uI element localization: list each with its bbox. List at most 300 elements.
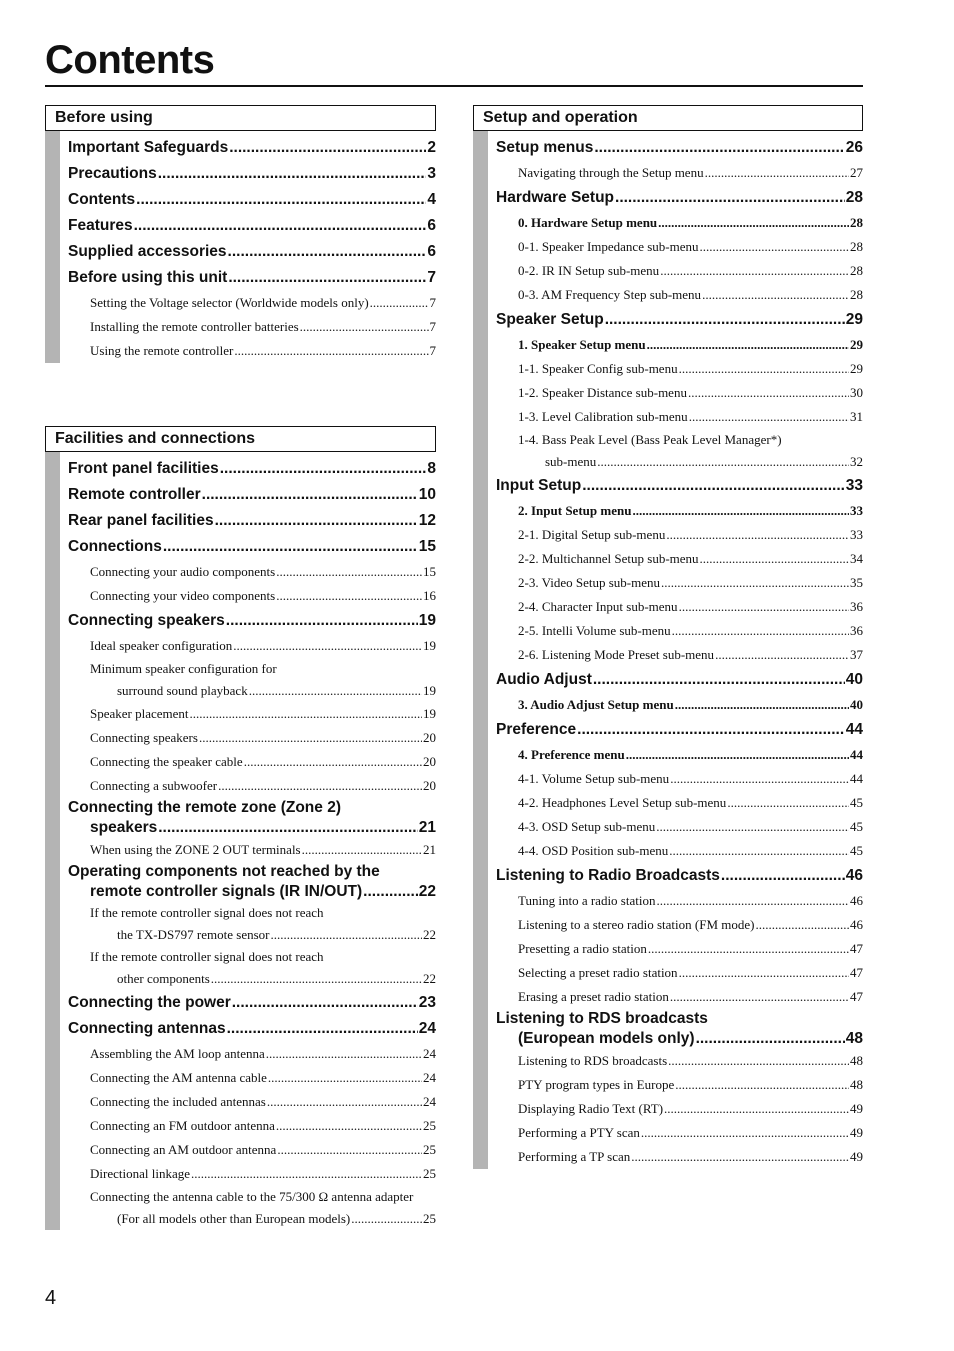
toc-entry[interactable] [68, 798, 436, 818]
toc-entry-label: Listening to a stereo radio station (FM mode) [518, 917, 755, 932]
toc-entry[interactable] [496, 791, 863, 815]
toc-entry[interactable] [496, 863, 863, 889]
dot-leader [721, 863, 845, 889]
toc-entry[interactable] [68, 882, 436, 902]
toc-entry-label: 4-1. Volume Setup sub-menu [518, 771, 670, 786]
toc-entry-page: 7 [429, 319, 436, 334]
toc-entry[interactable] [496, 889, 863, 913]
toc-entry-label: Ideal speaker configuration [90, 638, 233, 653]
toc-entry-page: 49 [850, 1149, 863, 1164]
toc-entry-page: 44 [850, 771, 863, 786]
toc-entry[interactable] [68, 750, 436, 774]
toc-entry-page: 24 [418, 1020, 436, 1037]
dot-leader [615, 185, 845, 211]
toc-entry[interactable] [496, 667, 863, 693]
toc-entry-label: Operating components not reached by the [68, 863, 380, 880]
toc-entry-page: 49 [850, 1125, 863, 1140]
toc-entry-label: 0. Hardware Setup menu [518, 215, 658, 230]
toc-entry-label: When using the ZONE 2 OUT terminals [90, 842, 301, 857]
toc-entry-page: 24 [423, 1070, 436, 1085]
dot-leader [679, 595, 849, 619]
toc-entry-label: Connecting your audio components [90, 564, 276, 579]
toc-entry[interactable] [68, 774, 436, 798]
toc-entry[interactable] [68, 1186, 436, 1208]
dot-leader [249, 680, 422, 702]
dot-leader [727, 791, 849, 815]
toc-entry-label: 0-3. AM Frequency Step sub-menu [518, 287, 702, 302]
toc-entry-label: Listening to RDS broadcasts [518, 1053, 668, 1068]
toc-entry-page: 36 [850, 623, 863, 638]
toc-entry-label: Speaker Setup [496, 311, 604, 328]
toc-entry[interactable] [68, 658, 436, 680]
toc-entry[interactable] [68, 1208, 436, 1230]
toc-entry[interactable] [68, 902, 436, 924]
toc-entry-page: 16 [423, 588, 436, 603]
toc-entry[interactable] [496, 571, 863, 595]
toc-entry-label: Setup menus [496, 139, 594, 156]
dot-leader [702, 283, 849, 307]
dot-leader [234, 339, 428, 363]
toc-entry-page: 28 [850, 239, 863, 254]
toc-entry-label: 4-4. OSD Position sub-menu [518, 843, 669, 858]
toc-entry[interactable] [68, 1042, 436, 1066]
toc-entry-page: 19 [423, 638, 436, 653]
dot-leader [268, 1066, 422, 1090]
toc-entry-page: 29 [850, 337, 863, 352]
toc-entry-label: Connecting the speaker cable [90, 754, 243, 769]
toc-entry[interactable] [68, 1016, 436, 1042]
toc-entry[interactable] [496, 211, 863, 235]
title-divider [45, 85, 863, 87]
dot-leader [302, 838, 422, 862]
toc-entry[interactable] [496, 1073, 863, 1097]
toc-entry[interactable] [496, 405, 863, 429]
toc-entry-label: 2-5. Intelli Volume sub-menu [518, 623, 671, 638]
section-header: Facilities and connections [45, 426, 436, 452]
dot-leader [158, 818, 418, 838]
toc-entry-page: 44 [850, 747, 863, 762]
toc-entry-page: 28 [850, 215, 863, 230]
section-before-using [45, 105, 436, 363]
toc-entry-label: Connecting the antenna cable to the 75/300 Ω antenna adapter [90, 1189, 414, 1204]
toc-entry[interactable] [496, 985, 863, 1009]
toc-entry-label: If the remote controller signal does not reach [90, 905, 324, 920]
toc-entry[interactable] [68, 1090, 436, 1114]
toc-entry-label: Assembling the AM loop antenna [90, 1046, 265, 1061]
toc-entry[interactable] [496, 815, 863, 839]
toc-entry-page: 24 [423, 1094, 436, 1109]
toc-entry-label: Installing the remote controller batteries [90, 319, 299, 334]
dot-leader [228, 239, 427, 265]
dot-leader [700, 235, 850, 259]
toc-entry-page: 44 [845, 721, 863, 738]
dot-leader [675, 1073, 849, 1097]
dot-leader [233, 634, 422, 658]
toc-entry[interactable] [496, 937, 863, 961]
toc-entry-page: 6 [427, 217, 436, 234]
toc-entry[interactable] [68, 135, 436, 161]
section-entries [45, 452, 436, 1230]
toc-entry-label: Selecting a preset radio station [518, 965, 678, 980]
dot-leader [266, 1042, 422, 1066]
toc-entry-page: 48 [850, 1053, 863, 1068]
toc-entry-label: 2-3. Video Setup sub-menu [518, 575, 660, 590]
dot-leader [370, 291, 429, 315]
section-entries [473, 131, 863, 1169]
toc-entry-page: 46 [850, 917, 863, 932]
toc-entry-label: Connecting the AM antenna cable [90, 1070, 267, 1085]
toc-entry-page: 34 [850, 551, 863, 566]
toc-entry[interactable] [68, 1066, 436, 1090]
toc-entry[interactable] [496, 259, 863, 283]
toc-entry-label: Features [68, 217, 133, 234]
dot-leader [679, 961, 849, 985]
toc-entry-page: 7 [429, 343, 436, 358]
toc-entry[interactable] [496, 499, 863, 523]
toc-entry-page: 19 [418, 612, 436, 629]
toc-entry-label: 1-3. Level Calibration sub-menu [518, 409, 688, 424]
toc-entry-label: Performing a TP scan [518, 1149, 631, 1164]
toc-entry-label: 1-4. Bass Peak Level (Bass Peak Level Manager*) [518, 432, 782, 447]
dot-leader [641, 1121, 849, 1145]
toc-entry-label: Contents [68, 191, 136, 208]
toc-entry-label: 1-1. Speaker Config sub-menu [518, 361, 678, 376]
toc-entry[interactable] [68, 482, 436, 508]
toc-entry-page: 47 [850, 941, 863, 956]
toc-entry[interactable] [68, 560, 436, 584]
dot-leader [670, 985, 849, 1009]
toc-entry-label: Presetting a radio station [518, 941, 647, 956]
toc-entry-label: Using the remote controller [90, 343, 234, 358]
toc-entry-page: 22 [423, 927, 436, 942]
dot-leader [679, 357, 849, 381]
dot-leader [688, 381, 849, 405]
toc-entry-label: 4-3. OSD Setup sub-menu [518, 819, 656, 834]
toc-entry[interactable] [496, 913, 863, 937]
toc-entry-label: Connecting antennas [68, 1020, 226, 1037]
dot-leader [647, 333, 849, 357]
dot-leader [199, 726, 422, 750]
dot-leader [582, 473, 845, 499]
toc-entry-label: Connecting speakers [68, 612, 225, 629]
dot-leader [227, 1016, 418, 1042]
dot-leader [270, 924, 422, 946]
toc-entry-label: 3. Audio Adjust Setup menu [518, 697, 674, 712]
toc-entry-label: speakers [90, 819, 158, 836]
toc-entry-label: 2. Input Setup menu [518, 503, 632, 518]
toc-entry[interactable] [68, 838, 436, 862]
section-facilities-and-connections [45, 426, 436, 1230]
toc-entry[interactable] [496, 333, 863, 357]
toc-entry-label: If the remote controller signal does not reach [90, 949, 324, 964]
toc-entry-page: 15 [423, 564, 436, 579]
toc-entry-page: 49 [850, 1101, 863, 1116]
dot-leader [228, 265, 426, 291]
toc-entry-page: 21 [423, 842, 436, 857]
dot-leader [211, 968, 422, 990]
toc-entry[interactable] [496, 523, 863, 547]
toc-entry-label: Input Setup [496, 477, 582, 494]
toc-entry-label: 1-2. Speaker Distance sub-menu [518, 385, 687, 400]
toc-entry[interactable] [68, 634, 436, 658]
toc-entry-page: 6 [427, 243, 436, 260]
toc-entry[interactable] [68, 726, 436, 750]
toc-entry-label: Listening to Radio Broadcasts [496, 867, 720, 884]
toc-entry-page: 32 [850, 454, 863, 469]
toc-entry[interactable] [68, 239, 436, 265]
dot-leader [163, 534, 418, 560]
toc-entry-page: 7 [427, 269, 436, 286]
toc-entry[interactable] [68, 187, 436, 213]
toc-entry[interactable] [68, 862, 436, 882]
toc-entry[interactable] [496, 693, 863, 717]
toc-entry-label: Navigating through the Setup menu [518, 165, 704, 180]
toc-entry-label: Precautions [68, 165, 157, 182]
toc-entry[interactable] [496, 717, 863, 743]
dot-leader [351, 1208, 422, 1230]
toc-entry-page: 45 [850, 819, 863, 834]
toc-entry[interactable] [496, 1009, 863, 1029]
toc-entry-page: 36 [850, 599, 863, 614]
toc-entry-page: 12 [418, 512, 436, 529]
toc-entry-page: 15 [418, 538, 436, 555]
toc-entry[interactable] [68, 680, 436, 702]
toc-entry[interactable] [68, 508, 436, 534]
toc-entry-page: 45 [850, 795, 863, 810]
toc-entry[interactable] [68, 534, 436, 560]
toc-entry-page: 31 [850, 409, 863, 424]
toc-entry[interactable] [496, 619, 863, 643]
toc-entry-page: 20 [423, 754, 436, 769]
dot-leader [648, 937, 849, 961]
page-title: Contents [45, 38, 215, 82]
dot-leader [656, 889, 849, 913]
dot-leader [277, 1138, 422, 1162]
toc-entry-label: Connecting an FM outdoor antenna [90, 1118, 275, 1133]
dot-leader [700, 547, 849, 571]
toc-entry-label: 1. Speaker Setup menu [518, 337, 646, 352]
toc-entry-label: Tuning into a radio station [518, 893, 656, 908]
toc-entry[interactable] [496, 1049, 863, 1073]
dot-leader [715, 643, 849, 667]
dot-leader [276, 560, 422, 584]
toc-entry[interactable] [496, 1121, 863, 1145]
toc-entry[interactable] [496, 595, 863, 619]
toc-entry-label: Connecting the included antennas [90, 1094, 266, 1109]
toc-entry-label: Listening to RDS broadcasts [496, 1010, 708, 1027]
toc-entry-page: 30 [850, 385, 863, 400]
toc-entry-label: Speaker placement [90, 706, 189, 721]
toc-entry[interactable] [68, 291, 436, 315]
toc-entry[interactable] [496, 185, 863, 211]
dot-leader [666, 523, 849, 547]
toc-entry[interactable] [496, 357, 863, 381]
dot-leader [597, 451, 849, 473]
toc-entry[interactable] [496, 381, 863, 405]
toc-entry[interactable] [68, 990, 436, 1016]
toc-entry-label: Preference [496, 721, 577, 738]
toc-entry-label: other components [117, 971, 210, 986]
toc-entry-page: 19 [423, 706, 436, 721]
toc-entry[interactable] [496, 643, 863, 667]
toc-entry-page: 22 [423, 971, 436, 986]
section-entries [45, 131, 436, 363]
toc-entry[interactable] [68, 161, 436, 187]
toc-entry[interactable] [68, 946, 436, 968]
toc-entry-label: remote controller signals (IR IN/OUT) [90, 883, 363, 900]
toc-entry-page: 33 [845, 477, 863, 494]
dot-leader [218, 774, 422, 798]
toc-entry[interactable] [68, 608, 436, 634]
dot-leader [669, 839, 849, 863]
toc-entry[interactable] [496, 547, 863, 571]
dot-leader [656, 815, 849, 839]
toc-entry-page: 27 [850, 165, 863, 180]
toc-entry-label: Front panel facilities [68, 460, 219, 477]
toc-entry-page: 8 [427, 460, 436, 477]
toc-entry-page: 28 [850, 287, 863, 302]
toc-entry[interactable] [68, 339, 436, 363]
toc-entry[interactable] [68, 924, 436, 946]
dot-leader [696, 1029, 845, 1049]
toc-entry[interactable] [496, 451, 863, 473]
toc-entry-label: Connecting an AM outdoor antenna [90, 1142, 277, 1157]
dot-leader [190, 702, 422, 726]
toc-entry-label: Before using this unit [68, 269, 228, 286]
toc-entry-label: Displaying Radio Text (RT) [518, 1101, 664, 1116]
toc-entry-page: 33 [850, 527, 863, 542]
toc-entry[interactable] [68, 968, 436, 990]
toc-entry[interactable] [68, 1138, 436, 1162]
toc-entry[interactable] [496, 161, 863, 185]
dot-leader [215, 508, 418, 534]
toc-entry-page: 25 [423, 1211, 436, 1226]
toc-entry-label: Connecting the power [68, 994, 231, 1011]
toc-entry-page: 29 [850, 361, 863, 376]
toc-entry-page: 37 [850, 647, 863, 662]
toc-entry[interactable] [68, 702, 436, 726]
toc-entry-page: 40 [845, 671, 863, 688]
toc-entry-page: 29 [845, 311, 863, 328]
toc-entry[interactable] [496, 473, 863, 499]
dot-leader [668, 1049, 849, 1073]
toc-entry-page: 48 [850, 1077, 863, 1092]
toc-entry-page: 3 [427, 165, 436, 182]
dot-leader [632, 499, 849, 523]
toc-entry-label: 2-1. Digital Setup sub-menu [518, 527, 666, 542]
toc-entry[interactable] [496, 283, 863, 307]
toc-entry[interactable] [68, 818, 436, 838]
toc-entry-label: Setting the Voltage selector (Worldwide models only) [90, 295, 369, 310]
toc-entry[interactable] [496, 839, 863, 863]
toc-entry-page: 47 [850, 965, 863, 980]
toc-entry-label: Hardware Setup [496, 189, 615, 206]
toc-entry-page: 48 [845, 1030, 863, 1047]
toc-entry-label: PTY program types in Europe [518, 1077, 675, 1092]
toc-entry-page: 2 [427, 139, 436, 156]
dot-leader [136, 187, 426, 213]
toc-entry-page: 10 [418, 486, 436, 503]
toc-entry[interactable] [68, 213, 436, 239]
dot-leader [202, 482, 418, 508]
toc-entry-page: 21 [418, 819, 436, 836]
dot-leader [689, 405, 849, 429]
toc-entry[interactable] [496, 767, 863, 791]
toc-entry[interactable] [68, 315, 436, 339]
toc-entry-page: 19 [423, 683, 436, 698]
toc-entry-page: 4 [427, 191, 436, 208]
toc-entry-label: Erasing a preset radio station [518, 989, 669, 1004]
toc-entry-page: 20 [423, 778, 436, 793]
toc-entry-label: 2-2. Multichannel Setup sub-menu [518, 551, 699, 566]
toc-entry[interactable] [496, 961, 863, 985]
toc-entry-page: 25 [423, 1118, 436, 1133]
toc-entry[interactable] [496, 1097, 863, 1121]
dot-leader [134, 213, 427, 239]
toc-entry-label: Connecting speakers [90, 730, 198, 745]
toc-entry-page: 26 [845, 139, 863, 156]
toc-entry[interactable] [68, 456, 436, 482]
dot-leader [755, 913, 849, 937]
toc-entry[interactable] [496, 429, 863, 451]
dot-leader [232, 990, 418, 1016]
toc-entry[interactable] [496, 135, 863, 161]
dot-leader [605, 307, 845, 333]
toc-entry[interactable] [496, 235, 863, 259]
toc-entry-page: 28 [850, 263, 863, 278]
page-number: 4 [45, 1287, 57, 1309]
dot-leader [664, 1097, 849, 1121]
toc-entry-label: Minimum speaker configuration for [90, 661, 277, 676]
toc-entry[interactable] [68, 1114, 436, 1138]
toc-entry-label: Connecting the remote zone (Zone 2) [68, 799, 341, 816]
toc-entry[interactable] [496, 307, 863, 333]
dot-leader [220, 456, 427, 482]
toc-entry-label: 4-2. Headphones Level Setup sub-menu [518, 795, 727, 810]
toc-entry-page: 22 [418, 883, 436, 900]
toc-entry-page: 20 [423, 730, 436, 745]
dot-leader [675, 693, 849, 717]
toc-entry[interactable] [496, 1145, 863, 1169]
dot-leader [300, 315, 429, 339]
toc-entry[interactable] [496, 743, 863, 767]
dot-leader [226, 608, 418, 634]
dot-leader [158, 161, 427, 187]
toc-entry-page: 25 [423, 1166, 436, 1181]
toc-entry[interactable] [68, 1162, 436, 1186]
dot-leader [672, 619, 849, 643]
toc-entry-label: 2-4. Character Input sub-menu [518, 599, 678, 614]
toc-entry-label: 0-1. Speaker Impedance sub-menu [518, 239, 699, 254]
toc-entry-label: Remote controller [68, 486, 201, 503]
toc-entry-label: Rear panel facilities [68, 512, 214, 529]
dot-leader [631, 1145, 849, 1169]
toc-entry-page: 23 [418, 994, 436, 1011]
toc-entry-page: 28 [845, 189, 863, 206]
toc-entry[interactable] [496, 1029, 863, 1049]
toc-entry-label: Connecting a subwoofer [90, 778, 218, 793]
toc-entry[interactable] [68, 584, 436, 608]
toc-entry[interactable] [68, 265, 436, 291]
toc-entry-label: 2-6. Listening Mode Preset sub-menu [518, 647, 715, 662]
toc-entry-label: the TX-DS797 remote sensor [117, 927, 270, 942]
dot-leader [267, 1090, 422, 1114]
toc-entry-page: 40 [850, 697, 863, 712]
toc-entry-page: 24 [423, 1046, 436, 1061]
dot-leader [363, 882, 418, 902]
toc-entry-label: Audio Adjust [496, 671, 592, 688]
dot-leader [191, 1162, 422, 1186]
